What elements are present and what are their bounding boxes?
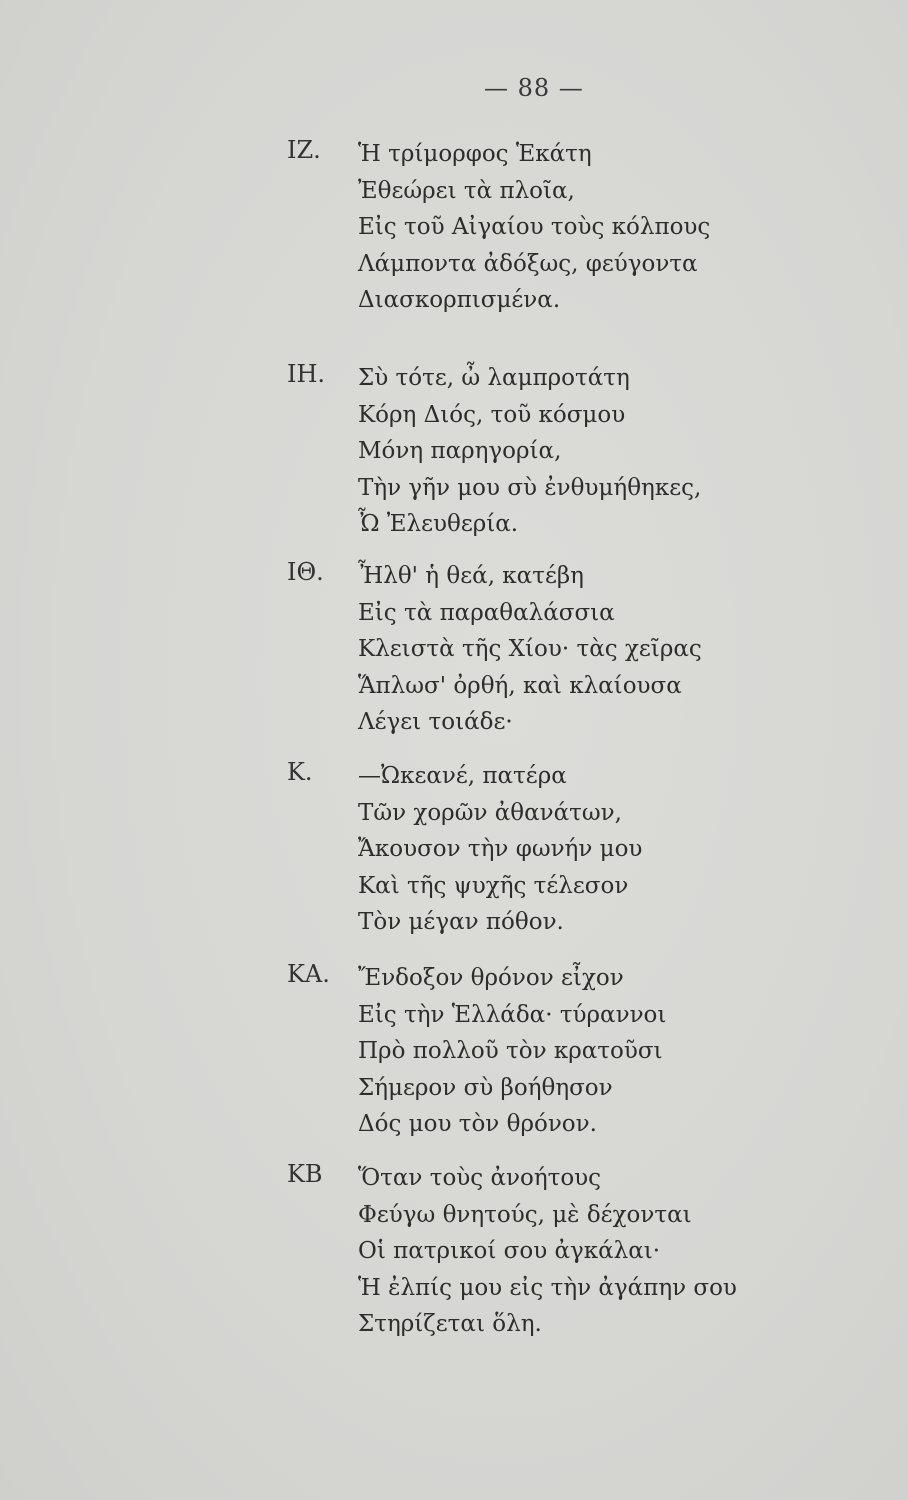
verse-line: Ἡ ἐλπίς μου εἰς τὴν ἀγάπην σου: [358, 1274, 737, 1301]
stanza-numeral: ΙΗ.: [287, 360, 326, 388]
stanza-numeral: ΙΖ.: [287, 136, 321, 164]
stanza-numeral: ΙΘ.: [287, 558, 324, 586]
stanza-numeral: Κ.: [287, 758, 313, 786]
stanza-lines: [358, 960, 666, 1143]
stanza-lines: [358, 558, 702, 741]
verse-line: Διασκορπισμένα.: [358, 287, 561, 313]
stanza-lines: [358, 360, 701, 543]
page-number: — 88 —: [484, 74, 584, 102]
stanza-lines: [358, 758, 642, 941]
verse-line: Πρὸ πολλοῦ τὸν κρατοῦσι: [358, 1038, 663, 1064]
verse-line: Εἰς τὰ παραθαλάσσια: [358, 599, 615, 626]
verse-line: Κλειστὰ τῆς Χίου· τὰς χεῖρας: [358, 636, 702, 662]
verse-line: Δός μου τὸν θρόνον.: [358, 1111, 597, 1137]
verse-line: Στηρίζεται ὅλη.: [358, 1311, 542, 1337]
verse-line: Φεύγω θνητούς, μὲ δέχονται: [358, 1201, 692, 1228]
verse-line: Τὴν γῆν μου σὺ ἐνθυμήθηκες,: [358, 474, 702, 501]
verse-line: Σὺ τότε, ὦ λαμπροτάτη: [358, 365, 630, 391]
verse-line: Ἅπλωσ' ὀρθή, καὶ κλαίουσα: [358, 672, 682, 699]
verse-line: Τῶν χορῶν ἀθανάτων,: [358, 799, 622, 826]
stanza-numeral: ΚΑ.: [287, 960, 330, 988]
stanza-lines: [358, 1160, 737, 1343]
verse-line: Εἰς τὴν Ἑλλάδα· τύραννοι: [358, 1001, 667, 1028]
verse-line: Μόνη παρηγορία,: [358, 438, 562, 464]
verse-line: Ἦλθ' ἡ θεά, κατέβη: [358, 563, 584, 589]
verse-line: Ἐθεώρει τὰ πλοῖα,: [358, 177, 575, 204]
verse-line: Λάμποντα ἀδόξως, φεύγοντα: [358, 250, 698, 277]
verse-line: Εἰς τοῦ Αἰγαίου τοὺς κόλπους: [358, 214, 711, 240]
verse-line: Οἱ πατρικοί σου ἀγκάλαι·: [358, 1238, 661, 1264]
verse-line: —Ὠκεανέ, πατέρα: [358, 763, 567, 789]
verse-line: Ὦ Ἐλευθερία.: [358, 511, 519, 537]
verse-line: Λέγει τοιάδε·: [358, 709, 513, 735]
verse-line: Σήμερον σὺ βοήθησον: [358, 1074, 613, 1101]
verse-line: Ἡ τρίμορφος Ἑκάτη: [358, 141, 592, 167]
verse-line: Τὸν μέγαν πόθον.: [358, 909, 564, 935]
verse-line: Ὅταν τοὺς ἀνοήτους: [358, 1165, 602, 1191]
verse-line: Ἔνδοξον θρόνον εἶχον: [358, 965, 624, 991]
verse-line: Καὶ τῆς ψυχῆς τέλεσον: [358, 872, 629, 899]
verse-line: Ἄκουσον τὴν φωνήν μου: [358, 836, 643, 862]
stanza-numeral: ΚΒ: [287, 1160, 323, 1188]
stanza-lines: [358, 136, 710, 319]
verse-line: Κόρη Διός, τοῦ κόσμου: [358, 401, 626, 428]
